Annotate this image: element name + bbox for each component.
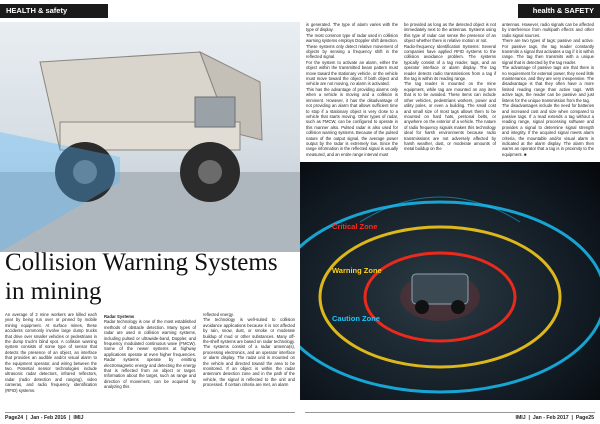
magazine-brand: IMIJ xyxy=(73,415,84,421)
paragraph: The tag reader is mounted on the mine equipment, while tag are mounted on any item that is to be avoided. These items can include other vehicles, pedestrians workers, power and utility poles, or even a building. The small cost and small size of most tags allows them to be mounted on hard hats, personal belts, or anywhere on the exterior of a vehicle. The nature of radio frequency signals makes this technology ideal for harsh environments because radio transmissions are not adversely affected by harsh weather, dust, or moderate amounts of metal buildup on the xyxy=(404,81,496,152)
left-column-2 xyxy=(104,312,196,390)
paragraph: be provided as long as the detected object is not immediately next to the antennas. Systems using this type of radar can sense the presence of an object whether there is relative motion or not. xyxy=(404,22,496,44)
footer-rule xyxy=(305,412,595,413)
paragraph: An average of 2 mine workers are killed each year by being run over or pinned by mobile mining equipment. At surface mines, these accidents commonly involve large dump trucks that drive over smaller vehicles or pedestrians in the dump truck's blind spot. A collision warning system consists of some type of sensor that detects the presence of an object, an interface that provides an audible and/or visual alarm to the equipment operator, and wiring between the two. Potential sensor technologies include ultrasonic radar detectors, infrared reflectors, radar (radio detection and ranging), video cameras, and radio frequency identification (RFID) systems. xyxy=(5,312,97,393)
right-column-1 xyxy=(306,22,398,157)
footer-left: Page24 | Jan - Feb 2016 | IMIJ xyxy=(5,415,84,421)
left-column-1 xyxy=(5,312,97,393)
issue-date: Jan - Feb 2016 xyxy=(30,415,67,421)
radar-zone-graphic xyxy=(300,162,600,400)
left-column-3 xyxy=(203,312,295,388)
paragraph: This has the advantage of providing alarms only when a vehicle is moving and a collision is imminent. However, it has the disadvantage of not providing an alarm that allows sufficient time to stop if a stationary object is very close to a vehicle that starts moving. Other types of radar, such as FMCW, can be configured to operate in this manner also. Pulsed radar is also used for collision warning systems. Because of the pulsed nature of the output signal, the average power output by the radar is extremely low. Since the range information in the reflected signal is usually measured, and an entire range interval must xyxy=(306,86,398,157)
caution-zone-label: Caution Zone xyxy=(332,314,380,323)
section-header: health & SAFETY xyxy=(518,4,600,18)
paragraph: The disadvantages include the need for batteries and increased cost and size when compared to passive tags. If a read extends a tag without a reading range, signal processing software and provides a signal to determine signal strength and integrity. If the acquired signal meets alarm criteria, the mountable and/or visual alarm is indicated at the alarm display. The alarm then warns an operator that a tag is in proximity to the equipment. ■ xyxy=(502,103,594,157)
paragraph: For the system to activate an alarm, either the object within the transmitted beam pattern must move toward the stationary vehicle, or the vehicle must move toward the object. If both object and vehicle are not moving, no alarm is activated. xyxy=(306,59,398,87)
paragraph: Radar technology is one of the most established methods of obstacle detection. Many types of radar are used in collision warning systems, including pulsed or ultrawide-band, Doppler, and frequency modulated continuous wave (FMCW). Some of the newer systems at highway applications operate at even higher frequencies. Radar systems operate by emitting electromagnetic energy and detecting the energy that is reflected from an object or target. Information about the target, such as range and direction of movement, can be acquired by analyzing this xyxy=(104,319,196,390)
vehicle-icon xyxy=(412,274,468,304)
page-number: Page25 xyxy=(575,415,594,421)
footer-right: IMIJ | Jan - Feb 2017 | Page25 xyxy=(515,415,594,421)
hero-image-dump-truck xyxy=(0,22,300,252)
paragraph: The most common type of radar used in collision warning systems employs Doppler shift detection. These systems only detect relative movement of objects by sensing a frequency shift in the reflected signal. xyxy=(306,32,398,60)
dump-truck-illustration xyxy=(0,22,300,252)
paragraph: There are two types of tags: passive and active. For passive tags, the tag reader constantly transmits a signal that activates a tag if it is within range. The tag then transmits with a unique signal that is detected by the tag reader. xyxy=(502,38,594,65)
paragraph: The technology is well-suited to collision avoidance applications because it is not affected by rain, snow, dust, or smoke or moderate buildup of mud or other substances. Many off-the-shelf systems are based on radar technology. The systems consist of a radar antenna(s), processing electronics, and an operator interface or alarm display. The radar unit is mounted on the vehicle and directed toward the area to be monitored. If an object is within the radar antenna's detection zone and in the path of the vehicle, the signal is reflected to the unit and processed. If certain criteria are met, an alarm xyxy=(203,317,295,388)
critical-zone-label: Critical Zone xyxy=(332,222,378,231)
section-header: HEALTH & safety xyxy=(0,4,108,18)
paragraph: Radio-frequency Identification Systems: Several companies have applied RFID systems to the collision avoidance problem. The systems typically consist of a tag reader, tags, and an operator interface or alarm display. The tag reader detects radio transmissions from a tag if the tag is within its reading range. xyxy=(404,43,496,82)
paragraph: The advantage of passive tags are that there is no requirement for external power, they need little maintenance, and they are very inexpensive. The disadvantage is that they often have a more limited reading range than active tags. With active tags, the reader can be passive and just listens for the unique transmission from the tag. xyxy=(502,65,594,103)
right-page xyxy=(300,0,600,424)
footer-rule xyxy=(5,412,295,413)
right-column-2 xyxy=(404,22,496,152)
subheading-radar-systems: Radar Systems xyxy=(104,314,135,319)
radar-zones-illustration xyxy=(300,162,600,400)
article-title: Collision Warning Systems in mining xyxy=(5,249,278,305)
paragraph: reflected energy. xyxy=(203,312,234,317)
paragraph: is generated. The type of alarm varies with the type of display. xyxy=(306,22,398,33)
warning-zone-label: Warning Zone xyxy=(332,266,382,275)
paragraph: antennas. However, radio signals can be affected by interference from multipath effects and other radio signal sources. xyxy=(502,22,594,38)
right-column-3 xyxy=(502,22,594,157)
page-number: Page24 xyxy=(5,415,24,421)
magazine-brand: IMIJ xyxy=(515,415,526,421)
issue-date: Jan - Feb 2017 xyxy=(532,415,569,421)
